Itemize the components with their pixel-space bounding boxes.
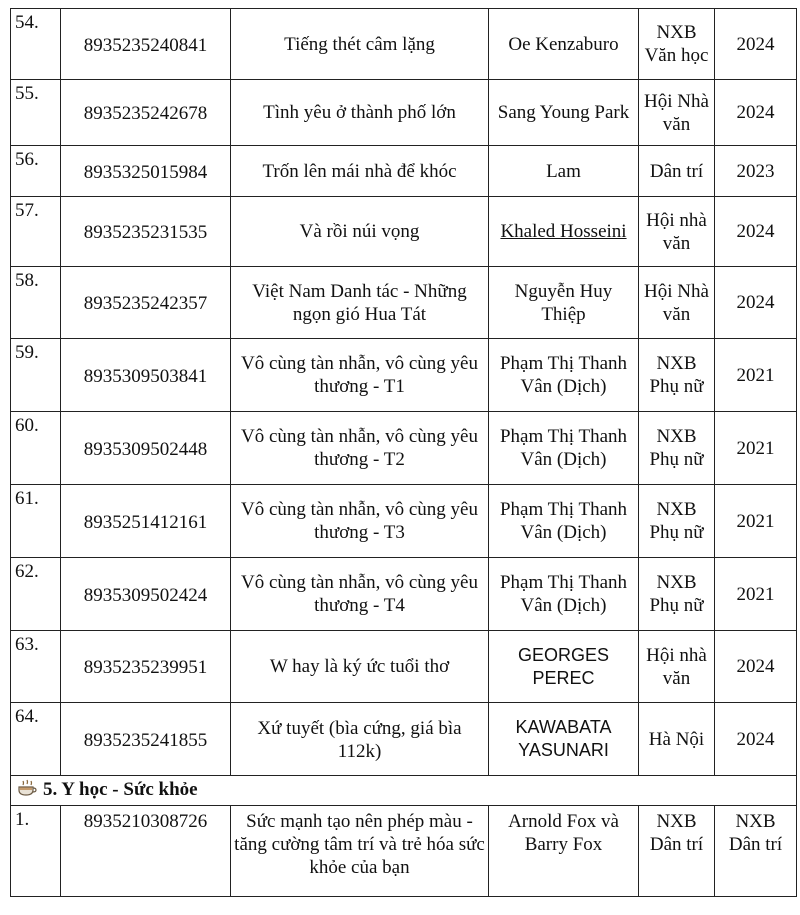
book-table — [10, 8, 797, 897]
title-cell: Việt Nam Danh tác - Những ngọn gió Hua Tát — [231, 267, 489, 339]
table-row — [11, 703, 797, 776]
publisher-cell: Hội nhà văn — [639, 197, 715, 267]
author-cell: Oe Kenzaburo — [489, 9, 639, 80]
table-row — [11, 805, 797, 896]
row-number: 58. — [11, 267, 61, 339]
author-cell: Phạm Thị Thanh Vân (Dịch) — [489, 339, 639, 412]
isbn-cell: 8935235239951 — [61, 631, 231, 703]
table-row — [11, 339, 797, 412]
title-cell: Trốn lên mái nhà để khóc — [231, 146, 489, 197]
year-cell: 2024 — [715, 80, 797, 146]
year-cell: 2021 — [715, 558, 797, 631]
row-number: 61. — [11, 485, 61, 558]
year-cell: NXB Dân trí — [715, 805, 797, 896]
title-cell: Tình yêu ở thành phố lớn — [231, 80, 489, 146]
title-cell: W hay là ký ức tuổi thơ — [231, 631, 489, 703]
publisher-cell: NXB Văn học — [639, 9, 715, 80]
table-row — [11, 197, 797, 267]
publisher-cell: Hà Nội — [639, 703, 715, 776]
year-cell: 2021 — [715, 412, 797, 485]
section-header — [11, 776, 797, 806]
title-cell: Và rồi núi vọng — [231, 197, 489, 267]
row-number: 63. — [11, 631, 61, 703]
row-number: 64. — [11, 703, 61, 776]
isbn-cell: 8935235240841 — [61, 9, 231, 80]
title-cell: Vô cùng tàn nhẫn, vô cùng yêu thương - T2 — [231, 412, 489, 485]
table-row — [11, 412, 797, 485]
table-row — [11, 558, 797, 631]
section-label: 5. Y học - Sức khỏe — [43, 779, 198, 800]
author-cell: Arnold Fox và Barry Fox — [489, 805, 639, 896]
publisher-cell: NXB Phụ nữ — [639, 339, 715, 412]
section-header-row — [11, 776, 797, 806]
publisher-cell: Hội nhà văn — [639, 631, 715, 703]
isbn-cell: 8935235242357 — [61, 267, 231, 339]
title-cell: Vô cùng tàn nhẫn, vô cùng yêu thương - T3 — [231, 485, 489, 558]
table-row — [11, 9, 797, 80]
year-cell: 2021 — [715, 339, 797, 412]
table-row — [11, 485, 797, 558]
isbn-cell: 8935309502424 — [61, 558, 231, 631]
author-cell: Lam — [489, 146, 639, 197]
isbn-cell: 8935235241855 — [61, 703, 231, 776]
cup-icon — [17, 779, 37, 803]
year-cell: 2024 — [715, 703, 797, 776]
isbn-cell: 8935235242678 — [61, 80, 231, 146]
author-cell: KAWABATA YASUNARI — [489, 703, 639, 776]
row-number: 62. — [11, 558, 61, 631]
isbn-cell: 8935309502448 — [61, 412, 231, 485]
isbn-cell: 8935325015984 — [61, 146, 231, 197]
publisher-cell: Dân trí — [639, 146, 715, 197]
year-cell: 2024 — [715, 9, 797, 80]
title-cell: Tiếng thét câm lặng — [231, 9, 489, 80]
year-cell: 2023 — [715, 146, 797, 197]
publisher-cell: Hội Nhà văn — [639, 80, 715, 146]
publisher-cell: NXB Phụ nữ — [639, 412, 715, 485]
author-cell: Sang Young Park — [489, 80, 639, 146]
publisher-cell: Hội Nhà văn — [639, 267, 715, 339]
row-number: 54. — [11, 9, 61, 80]
row-number: 56. — [11, 146, 61, 197]
isbn-cell: 8935210308726 — [61, 805, 231, 896]
isbn-cell: 8935309503841 — [61, 339, 231, 412]
table-row — [11, 267, 797, 339]
year-cell: 2024 — [715, 267, 797, 339]
author-cell: Phạm Thị Thanh Vân (Dịch) — [489, 558, 639, 631]
row-number: 1. — [11, 805, 61, 896]
publisher-cell: NXB Phụ nữ — [639, 485, 715, 558]
title-cell: Xứ tuyết (bìa cứng, giá bìa 112k) — [231, 703, 489, 776]
year-cell: 2024 — [715, 197, 797, 267]
row-number: 57. — [11, 197, 61, 267]
author-cell: GEORGES PEREC — [489, 631, 639, 703]
table-row — [11, 146, 797, 197]
author-cell: Phạm Thị Thanh Vân (Dịch) — [489, 412, 639, 485]
isbn-cell: 8935235231535 — [61, 197, 231, 267]
title-cell: Vô cùng tàn nhẫn, vô cùng yêu thương - T1 — [231, 339, 489, 412]
author-cell: Nguyễn Huy Thiệp — [489, 267, 639, 339]
row-number: 59. — [11, 339, 61, 412]
table-row — [11, 631, 797, 703]
publisher-cell: NXB Dân trí — [639, 805, 715, 896]
isbn-cell: 8935251412161 — [61, 485, 231, 558]
row-number: 60. — [11, 412, 61, 485]
title-cell: Vô cùng tàn nhẫn, vô cùng yêu thương - T4 — [231, 558, 489, 631]
author-cell: Phạm Thị Thanh Vân (Dịch) — [489, 485, 639, 558]
title-cell: Sức mạnh tạo nên phép màu - tăng cường tâm trí và trẻ hóa sức khỏe của bạn — [231, 805, 489, 896]
publisher-cell: NXB Phụ nữ — [639, 558, 715, 631]
year-cell: 2024 — [715, 631, 797, 703]
year-cell: 2021 — [715, 485, 797, 558]
row-number: 55. — [11, 80, 61, 146]
table-row — [11, 80, 797, 146]
author-cell: Khaled Hosseini — [489, 197, 639, 267]
